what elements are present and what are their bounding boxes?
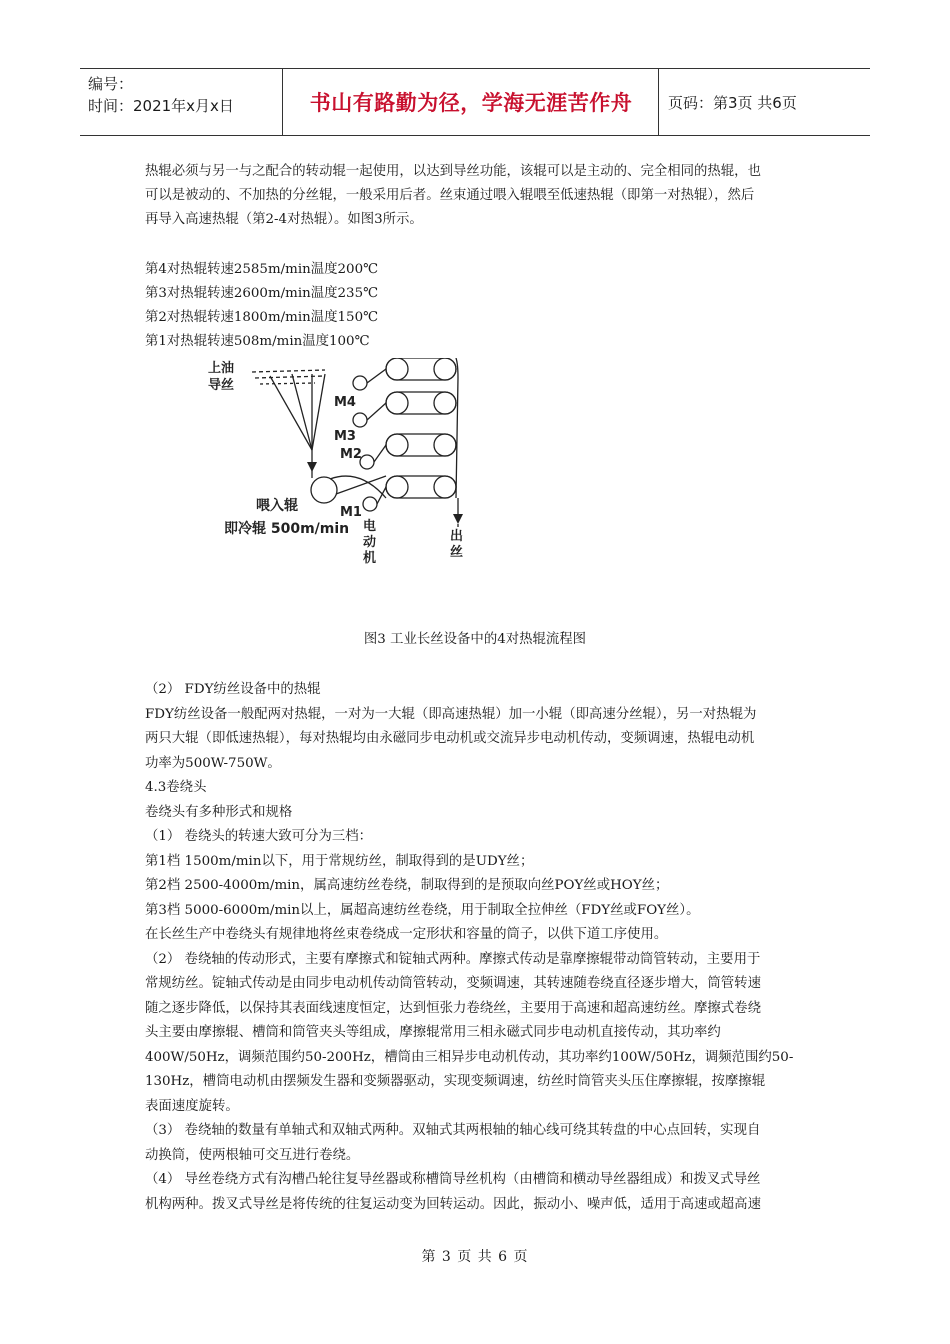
text-line: 第2档 2500-4000m/min，属高速纺丝卷绕，制取得到的是预取向丝POY丝或HOY丝； — [145, 878, 669, 893]
motor-label: M4 — [334, 395, 356, 410]
text-line: 卷绕头有多种形式和规格 — [145, 804, 293, 820]
header-motto: 书山有路勤为径，学海无涯苦作舟 — [309, 91, 633, 115]
oiling-label: 导丝 — [208, 378, 235, 393]
text-line: 头主要由摩擦辊、槽筒和筒管夹头等组成，摩擦辊常用三相永磁式同步电动机直接传动，其功率约 — [145, 1025, 721, 1040]
roller-spec: 第4对热辊转速2585m/min温度200℃ — [145, 262, 379, 277]
diagram-svg — [200, 358, 480, 578]
text-line: 动换筒，使两根轴可交互进行卷绕。 — [145, 1147, 360, 1163]
output-label: 出 — [450, 529, 464, 544]
text-line: FDY纺丝设备一般配两对热辊，一对为一大辊（即高速热辊）加一小辊（即高速分丝辊），另一对热辊为 — [145, 706, 757, 722]
text-line: 功率为500W-750W。 — [145, 755, 281, 771]
date-label: 时间：2021年x月x日 — [88, 97, 234, 115]
intro-paragraph — [145, 160, 813, 232]
header-divider — [282, 69, 283, 135]
feed-roller-label: 喂入辊 — [256, 498, 298, 514]
output-label: 丝 — [450, 545, 464, 560]
text-line: （1） 卷绕头的转速大致可分为三档： — [145, 829, 373, 844]
motor-vertical-label: 机 — [363, 551, 377, 566]
serial-label: 编号： — [88, 75, 134, 93]
roller-spec: 第3对热辊转速2600m/min温度235℃ — [145, 286, 379, 301]
roller-spec-list — [145, 258, 813, 354]
roller-spec: 第1对热辊转速508m/min温度100℃ — [145, 334, 370, 349]
text-line: 机构两种。拨叉式导丝是将传统的往复运动变为回转运动。因此，振动小、噪声低，适用于高速或超高速 — [145, 1196, 761, 1212]
text-line: （2） FDY纺丝设备中的热辊 — [145, 682, 321, 697]
text-line: 在长丝生产中卷绕头有规律地将丝束卷绕成一定形状和容量的筒子，以供下道工序使用。 — [145, 927, 668, 942]
cold-roller-label: 即冷辊 500m/min — [224, 521, 350, 537]
header-page-number: 页码：第3页 共6页 — [668, 93, 797, 112]
body-text — [145, 678, 813, 1217]
motor-label: M2 — [340, 447, 362, 462]
text-line: 130Hz，槽筒电动机由摆频发生器和变频器驱动，实现变频调速，纺丝时筒管夹头压住摩擦辊，按摩擦辊 — [145, 1074, 766, 1089]
motor-label: M3 — [334, 429, 356, 444]
text-line: 400W/50Hz，调频范围约50-200Hz，槽筒由三相异步电动机传动，其功率约100W/50Hz，调频范围约50- — [145, 1049, 794, 1065]
text-line: 随之逐步降低，以保持其表面线速度恒定，达到恒张力卷绕丝，主要用于高速和超高速纺丝。摩擦式卷绕 — [145, 1000, 761, 1016]
motor-vertical-label: 电 — [363, 519, 377, 534]
page-footer: 第 3 页 共 6 页 — [421, 1249, 529, 1265]
page-header — [80, 68, 870, 136]
figure-caption: 图3 工业长丝设备中的4对热辊流程图 — [363, 632, 587, 647]
text-line: 两只大辊（即低速热辊），每对热辊均由永磁同步电动机或交流异步电动机传动，变频调速，热辊电动机 — [145, 731, 755, 746]
text-line: 表面速度旋转。 — [145, 1098, 239, 1114]
text-line: 可以是被动的、不加热的分丝辊，一般采用后者。丝束通过喂入辊喂至低速热辊（即第一对热辊），然后 — [145, 188, 755, 203]
roller-spec: 第2对热辊转速1800m/min温度150℃ — [145, 310, 379, 325]
text-line: 再导入高速热辊（第2-4对热辊）。如图3所示。 — [145, 212, 423, 227]
hot-roller-flow-diagram — [200, 358, 480, 578]
text-line: 常规纺丝。锭轴式传动是由同步电动机传动筒管转动，变频调速，其转速随卷绕直径逐步增大，筒管转速 — [145, 976, 761, 991]
header-divider — [658, 69, 659, 135]
section-heading: 4.3卷绕头 — [145, 780, 207, 795]
text-line: （2） 卷绕轴的传动形式，主要有摩擦式和锭轴式两种。摩擦式传动是靠摩擦辊带动筒管转动，主要用于 — [145, 951, 761, 967]
oiling-label: 上油 — [208, 361, 235, 376]
header-meta — [88, 73, 284, 133]
text-line: 热辊必须与另一与之配合的转动辊一起使用，以达到导丝功能，该辊可以是主动的、完全相同的热辊，也 — [145, 164, 761, 179]
motor-vertical-label: 动 — [363, 535, 377, 550]
text-line: （4） 导丝卷绕方式有沟槽凸轮往复导丝器或称槽筒导丝机构（由槽筒和横动导丝器组成）和拨叉式导丝 — [145, 1172, 761, 1187]
text-line: 第3档 5000-6000m/min以上，属超高速纺丝卷绕，用于制取全拉伸丝（FDY丝或FOY丝）。 — [145, 902, 700, 918]
text-line: （3） 卷绕轴的数量有单轴式和双轴式两种。双轴式其两根轴的轴心线可绕其转盘的中心点回转，实现自 — [145, 1123, 761, 1138]
motor-label: M1 — [340, 505, 362, 520]
text-line: 第1档 1500m/min以下，用于常规纺丝，制取得到的是UDY丝； — [145, 853, 534, 869]
